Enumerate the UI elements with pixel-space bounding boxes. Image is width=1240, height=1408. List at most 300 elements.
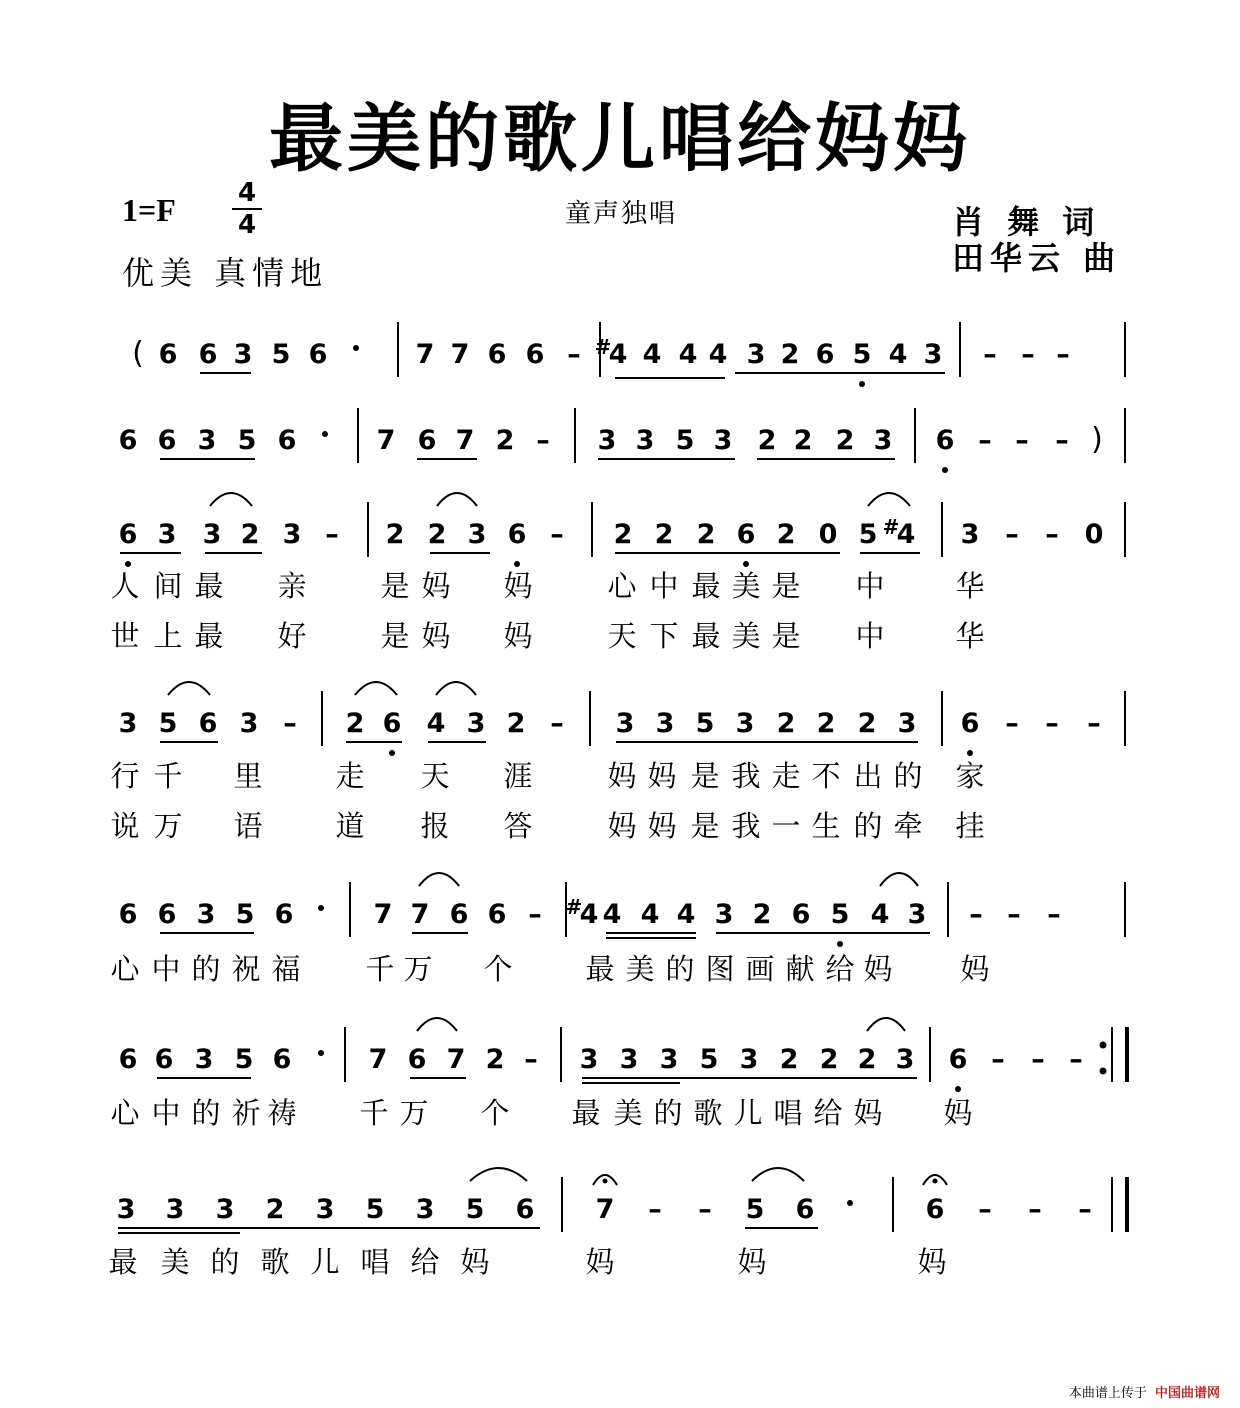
slur (437, 493, 477, 506)
lyric-char: 妈 (647, 759, 677, 793)
lyric-char: 妈 (421, 569, 451, 603)
note: 2 (857, 1044, 877, 1075)
parenthesis: ) (1091, 422, 1103, 457)
lyric-char: 涯 (503, 759, 533, 793)
note: 2 (776, 708, 796, 739)
lyric-char: 妈 (421, 619, 451, 653)
note: 3 (415, 1194, 435, 1225)
lyric-char: 上 (153, 619, 183, 653)
lyric-char: 一 (771, 809, 801, 843)
lyric-char: 走 (771, 759, 801, 793)
lyric-char: 答 (503, 809, 533, 843)
lyric-char: 的 (893, 759, 923, 793)
note: 7 (455, 425, 475, 456)
note: 3 (615, 708, 635, 739)
lyric-char: 间 (153, 569, 183, 603)
lyric-char: 万 (399, 1096, 429, 1130)
parenthesis: ( (132, 336, 144, 371)
slur (419, 873, 459, 886)
lyric-char: 行 (110, 759, 140, 793)
fermata-dot (933, 1179, 938, 1184)
lyric-char: 妈 (737, 1245, 767, 1279)
note: 7 (450, 339, 470, 370)
note: 6 (118, 1044, 138, 1075)
note: 6 (157, 899, 177, 930)
note-dash: – (978, 425, 992, 456)
note: 3 (466, 708, 486, 739)
low-octave-dot (389, 750, 395, 756)
note-dash: – (1021, 339, 1035, 370)
note: 4 (896, 519, 916, 550)
note: 3 (202, 519, 222, 550)
note-dash: – (1056, 339, 1070, 370)
low-octave-dot (125, 561, 131, 567)
note: 6 (736, 519, 756, 550)
note: 2 (816, 708, 836, 739)
lyric-char: 天 (420, 759, 450, 793)
lyric-char: 福 (271, 952, 301, 986)
slur (355, 682, 397, 695)
note-dash: – (1078, 1194, 1092, 1225)
lyric-char: 我 (731, 809, 761, 843)
note: 3 (315, 1194, 335, 1225)
note: 2 (495, 425, 515, 456)
note-dash: – (1007, 899, 1021, 930)
note: 6 (158, 339, 178, 370)
note: 6 (118, 519, 138, 550)
note: 5 (234, 1044, 254, 1075)
sharp-sign: # (594, 335, 612, 359)
lyric-char: 美 (731, 569, 761, 603)
lyric-char: 中 (649, 569, 679, 603)
lyric-char: 妈 (503, 569, 533, 603)
note: 7 (415, 339, 435, 370)
note: 4 (888, 339, 908, 370)
lyric-char: 是 (690, 759, 720, 793)
note: 3 (597, 425, 617, 456)
augmentation-dot (353, 345, 359, 351)
note: 6 (118, 425, 138, 456)
lyric-char: 歌 (260, 1245, 290, 1279)
lyric-char: 给 (410, 1245, 440, 1279)
slur (470, 1168, 527, 1181)
note: 3 (467, 519, 487, 550)
note-dash: – (550, 519, 564, 550)
note: 2 (780, 339, 800, 370)
augmentation-dot (318, 905, 324, 911)
lyric-char: 妈 (460, 1245, 490, 1279)
lyric-char: 是 (771, 619, 801, 653)
footer-brand: 中国曲谱网 (1154, 1386, 1220, 1401)
note: 2 (757, 425, 777, 456)
note-dash: – (536, 425, 550, 456)
lyric-char: 中 (855, 619, 885, 653)
note-dash: – (969, 899, 983, 930)
sharp-sign: # (882, 515, 900, 539)
lyric-char: 美 (625, 952, 655, 986)
note: 6 (154, 1044, 174, 1075)
note: 4 (678, 339, 698, 370)
low-octave-dot (859, 381, 865, 387)
note-dash: – (1005, 708, 1019, 739)
note: 6 (515, 1194, 535, 1225)
lyric-char: 妈 (863, 952, 893, 986)
lyric-char: 牵 (893, 809, 923, 843)
note: 3 (116, 1194, 136, 1225)
lyric-char: 的 (191, 952, 221, 986)
footer (1069, 1382, 1220, 1401)
lyric-char: 万 (153, 809, 183, 843)
note: 5 (675, 425, 695, 456)
lyric-char: 妈 (585, 1245, 615, 1279)
note: 2 (506, 708, 526, 739)
note: 7 (368, 1044, 388, 1075)
lyric-char: 家 (955, 759, 985, 793)
lyric-char: 亲 (277, 569, 307, 603)
lyric-char: 儿 (310, 1245, 340, 1279)
time-signature-bottom: 4 (237, 210, 257, 240)
note-dash: – (698, 1194, 712, 1225)
lyric-char: 的 (653, 1096, 683, 1130)
note: 2 (857, 708, 877, 739)
slur (752, 1168, 804, 1181)
lyric-char: 祝 (231, 952, 261, 986)
note: 5 (695, 708, 715, 739)
lyric-char: 人 (110, 569, 140, 603)
lyric-char: 挂 (955, 809, 985, 843)
lyric-char: 心 (607, 569, 637, 603)
note: 2 (779, 1044, 799, 1075)
note: 3 (635, 425, 655, 456)
lyric-char: 的 (665, 952, 695, 986)
note: 2 (835, 425, 855, 456)
lyric-char: 妈 (853, 1096, 883, 1130)
lyric-char: 千 (359, 1096, 389, 1130)
note: 3 (714, 899, 734, 930)
note: 3 (118, 708, 138, 739)
note: 2 (776, 519, 796, 550)
note: 2 (385, 519, 405, 550)
lyric-char: 出 (853, 759, 883, 793)
note: 3 (619, 1044, 639, 1075)
lyric-char: 的 (853, 809, 883, 843)
lyric-char: 语 (233, 809, 263, 843)
slur (880, 873, 918, 886)
lyric-char: 万 (403, 952, 433, 986)
note: 4 (870, 899, 890, 930)
lyricist-credit: 肖 舞 词 (952, 203, 1101, 241)
fermata-dot (603, 1179, 608, 1184)
lyric-char: 妈 (917, 1245, 947, 1279)
note: 3 (165, 1194, 185, 1225)
performance-note: 童声独唱 (565, 199, 678, 229)
lyric-char: 走 (335, 759, 365, 793)
note: 2 (752, 899, 772, 930)
note: 4 (642, 339, 662, 370)
note: 7 (410, 899, 430, 930)
note: 3 (579, 1044, 599, 1075)
note: 6 (198, 339, 218, 370)
lyric-char: 报 (420, 809, 450, 843)
note: 6 (948, 1044, 968, 1075)
note-dash: – (1015, 425, 1029, 456)
note: 3 (735, 708, 755, 739)
note: 5 (852, 339, 872, 370)
composer-credit: 田华云 曲 (952, 239, 1122, 277)
note: 2 (345, 708, 365, 739)
lyric-char: 个 (483, 952, 513, 986)
slur (867, 1018, 905, 1031)
note-dash: – (528, 899, 542, 930)
note: 6 (277, 425, 297, 456)
slur (868, 493, 910, 506)
note: 4 (676, 899, 696, 930)
note: 3 (873, 425, 893, 456)
low-octave-dot (967, 750, 973, 756)
lyric-char: 华 (955, 619, 985, 653)
lyric-char: 美 (160, 1245, 190, 1279)
lyric-char: 中 (151, 952, 181, 986)
note: 3 (659, 1044, 679, 1075)
note: 4 (608, 339, 628, 370)
note: 5 (858, 519, 878, 550)
key-signature: 1=F (122, 192, 176, 228)
lyric-char: 个 (480, 1096, 510, 1130)
note-dash: – (1045, 519, 1059, 550)
note: 2 (793, 425, 813, 456)
note: 6 (449, 899, 469, 930)
sharp-sign: # (565, 895, 583, 919)
lyric-char: 世 (110, 619, 140, 653)
lyric-char: 祷 (267, 1096, 297, 1130)
note: 4 (602, 899, 622, 930)
note: 3 (923, 339, 943, 370)
note: 6 (487, 339, 507, 370)
note: 7 (376, 425, 396, 456)
note: 4 (579, 899, 599, 930)
note: 6 (935, 425, 955, 456)
lyric-char: 给 (825, 952, 855, 986)
note-dash: – (991, 1044, 1005, 1075)
note: 3 (897, 708, 917, 739)
lyric-char: 最 (194, 619, 224, 653)
note-dash: – (648, 1194, 662, 1225)
note-dash: – (1055, 425, 1069, 456)
lyric-char: 是 (380, 569, 410, 603)
note: 6 (507, 519, 527, 550)
note: 6 (274, 899, 294, 930)
note: 5 (745, 1194, 765, 1225)
note-dash: – (1031, 1044, 1045, 1075)
note: 5 (465, 1194, 485, 1225)
slur (417, 1018, 457, 1031)
note-dash: – (1045, 708, 1059, 739)
augmentation-dot (847, 1200, 853, 1206)
lyric-char: 妈 (607, 809, 637, 843)
low-octave-dot (955, 1086, 961, 1092)
lyric-char: 最 (194, 569, 224, 603)
lyric-char: 心 (110, 1096, 140, 1130)
note-dash: – (1047, 899, 1061, 930)
note-dash: – (325, 519, 339, 550)
note: 2 (696, 519, 716, 550)
note: 6 (382, 708, 402, 739)
lyric-char: 妈 (607, 759, 637, 793)
tempo-marking: 优美 真情地 (122, 254, 329, 292)
note: 6 (417, 425, 437, 456)
note: 6 (525, 339, 545, 370)
note: 0 (1084, 519, 1104, 550)
note: 5 (237, 425, 257, 456)
note: 6 (308, 339, 328, 370)
note-dash: – (1087, 708, 1101, 739)
note: 5 (365, 1194, 385, 1225)
note: 3 (960, 519, 980, 550)
time-signature-top: 4 (237, 178, 257, 208)
note: 6 (960, 708, 980, 739)
note: 3 (895, 1044, 915, 1075)
lyric-char: 最 (691, 619, 721, 653)
note-dash: – (983, 339, 997, 370)
lyric-char: 天 (607, 619, 637, 653)
footer-text: 本曲谱上传于 (1068, 1386, 1147, 1401)
lyric-char: 美 (613, 1096, 643, 1130)
lyric-char: 妈 (943, 1096, 973, 1130)
lyric-char: 图 (705, 952, 735, 986)
lyric-char: 不 (811, 759, 841, 793)
lyric-char: 生 (811, 809, 841, 843)
note: 5 (235, 899, 255, 930)
note: 3 (239, 708, 259, 739)
note: 2 (819, 1044, 839, 1075)
lyric-char: 最 (691, 569, 721, 603)
note: 2 (427, 519, 447, 550)
note: 7 (373, 899, 393, 930)
note: 7 (595, 1194, 615, 1225)
lyric-char: 说 (110, 809, 140, 843)
slur (210, 493, 252, 506)
lyric-char: 华 (955, 569, 985, 603)
note: 2 (654, 519, 674, 550)
note: 3 (907, 899, 927, 930)
lyric-char: 是 (380, 619, 410, 653)
note: 2 (613, 519, 633, 550)
note-dash: – (1028, 1194, 1042, 1225)
lyric-char: 好 (277, 619, 307, 653)
note: 4 (708, 339, 728, 370)
note: 5 (158, 708, 178, 739)
note-dash: – (283, 708, 297, 739)
note-dash: – (524, 1044, 538, 1075)
note-dash: – (550, 708, 564, 739)
note: 7 (446, 1044, 466, 1075)
lyric-char: 道 (335, 809, 365, 843)
lyric-char: 给 (813, 1096, 843, 1130)
note: 6 (157, 425, 177, 456)
note: 2 (485, 1044, 505, 1075)
note-dash: – (978, 1194, 992, 1225)
note: 3 (282, 519, 302, 550)
note: 3 (739, 1044, 759, 1075)
repeat-dot (1100, 1068, 1107, 1075)
lyric-char: 妈 (960, 952, 990, 986)
note: 5 (271, 339, 291, 370)
lyric-char: 中 (151, 1096, 181, 1130)
slur (436, 682, 476, 695)
low-octave-dot (942, 467, 948, 473)
lyric-char: 中 (855, 569, 885, 603)
lyric-char: 祈 (231, 1096, 261, 1130)
note: 3 (157, 519, 177, 550)
augmentation-dot (318, 1050, 324, 1056)
lyric-char: 美 (731, 619, 761, 653)
note: 3 (197, 425, 217, 456)
low-octave-dot (514, 561, 520, 567)
note: 4 (640, 899, 660, 930)
lyric-char: 是 (771, 569, 801, 603)
note-dash: – (567, 339, 581, 370)
lyric-char: 里 (233, 759, 263, 793)
lyric-char: 最 (108, 1245, 138, 1279)
low-octave-dot (743, 561, 749, 567)
note: 6 (795, 1194, 815, 1225)
note: 6 (925, 1194, 945, 1225)
repeat-dot (1100, 1042, 1107, 1049)
note: 3 (713, 425, 733, 456)
note: 0 (818, 519, 838, 550)
augmentation-dot (322, 431, 328, 437)
lyric-char: 最 (571, 1096, 601, 1130)
note: 3 (196, 899, 216, 930)
note: 6 (815, 339, 835, 370)
lyric-char: 妈 (647, 809, 677, 843)
lyric-char: 儿 (733, 1096, 763, 1130)
note-dash: – (1005, 519, 1019, 550)
page-title: 最美的歌儿唱给妈妈 (269, 96, 971, 182)
note: 6 (407, 1044, 427, 1075)
note: 6 (791, 899, 811, 930)
note: 5 (699, 1044, 719, 1075)
lyric-char: 千 (365, 952, 395, 986)
lyric-char: 唱 (773, 1096, 803, 1130)
lyric-char: 下 (649, 619, 679, 653)
note: 6 (272, 1044, 292, 1075)
lyric-char: 献 (785, 952, 815, 986)
note: 6 (487, 899, 507, 930)
lyric-char: 最 (585, 952, 615, 986)
lyric-char: 是 (690, 809, 720, 843)
lyric-char: 画 (745, 952, 775, 986)
lyric-char: 的 (191, 1096, 221, 1130)
lyric-char: 心 (110, 952, 140, 986)
lyric-char: 妈 (503, 619, 533, 653)
slur (168, 682, 210, 695)
note: 3 (655, 708, 675, 739)
lyric-char: 千 (153, 759, 183, 793)
note-dash: – (1069, 1044, 1083, 1075)
note: 5 (830, 899, 850, 930)
lyric-char: 我 (731, 759, 761, 793)
note: 3 (215, 1194, 235, 1225)
note: 3 (194, 1044, 214, 1075)
lyric-char: 歌 (693, 1096, 723, 1130)
note: 3 (746, 339, 766, 370)
note: 6 (198, 708, 218, 739)
note: 6 (118, 899, 138, 930)
note: 2 (265, 1194, 285, 1225)
note: 2 (240, 519, 260, 550)
lyric-char: 唱 (360, 1245, 390, 1279)
